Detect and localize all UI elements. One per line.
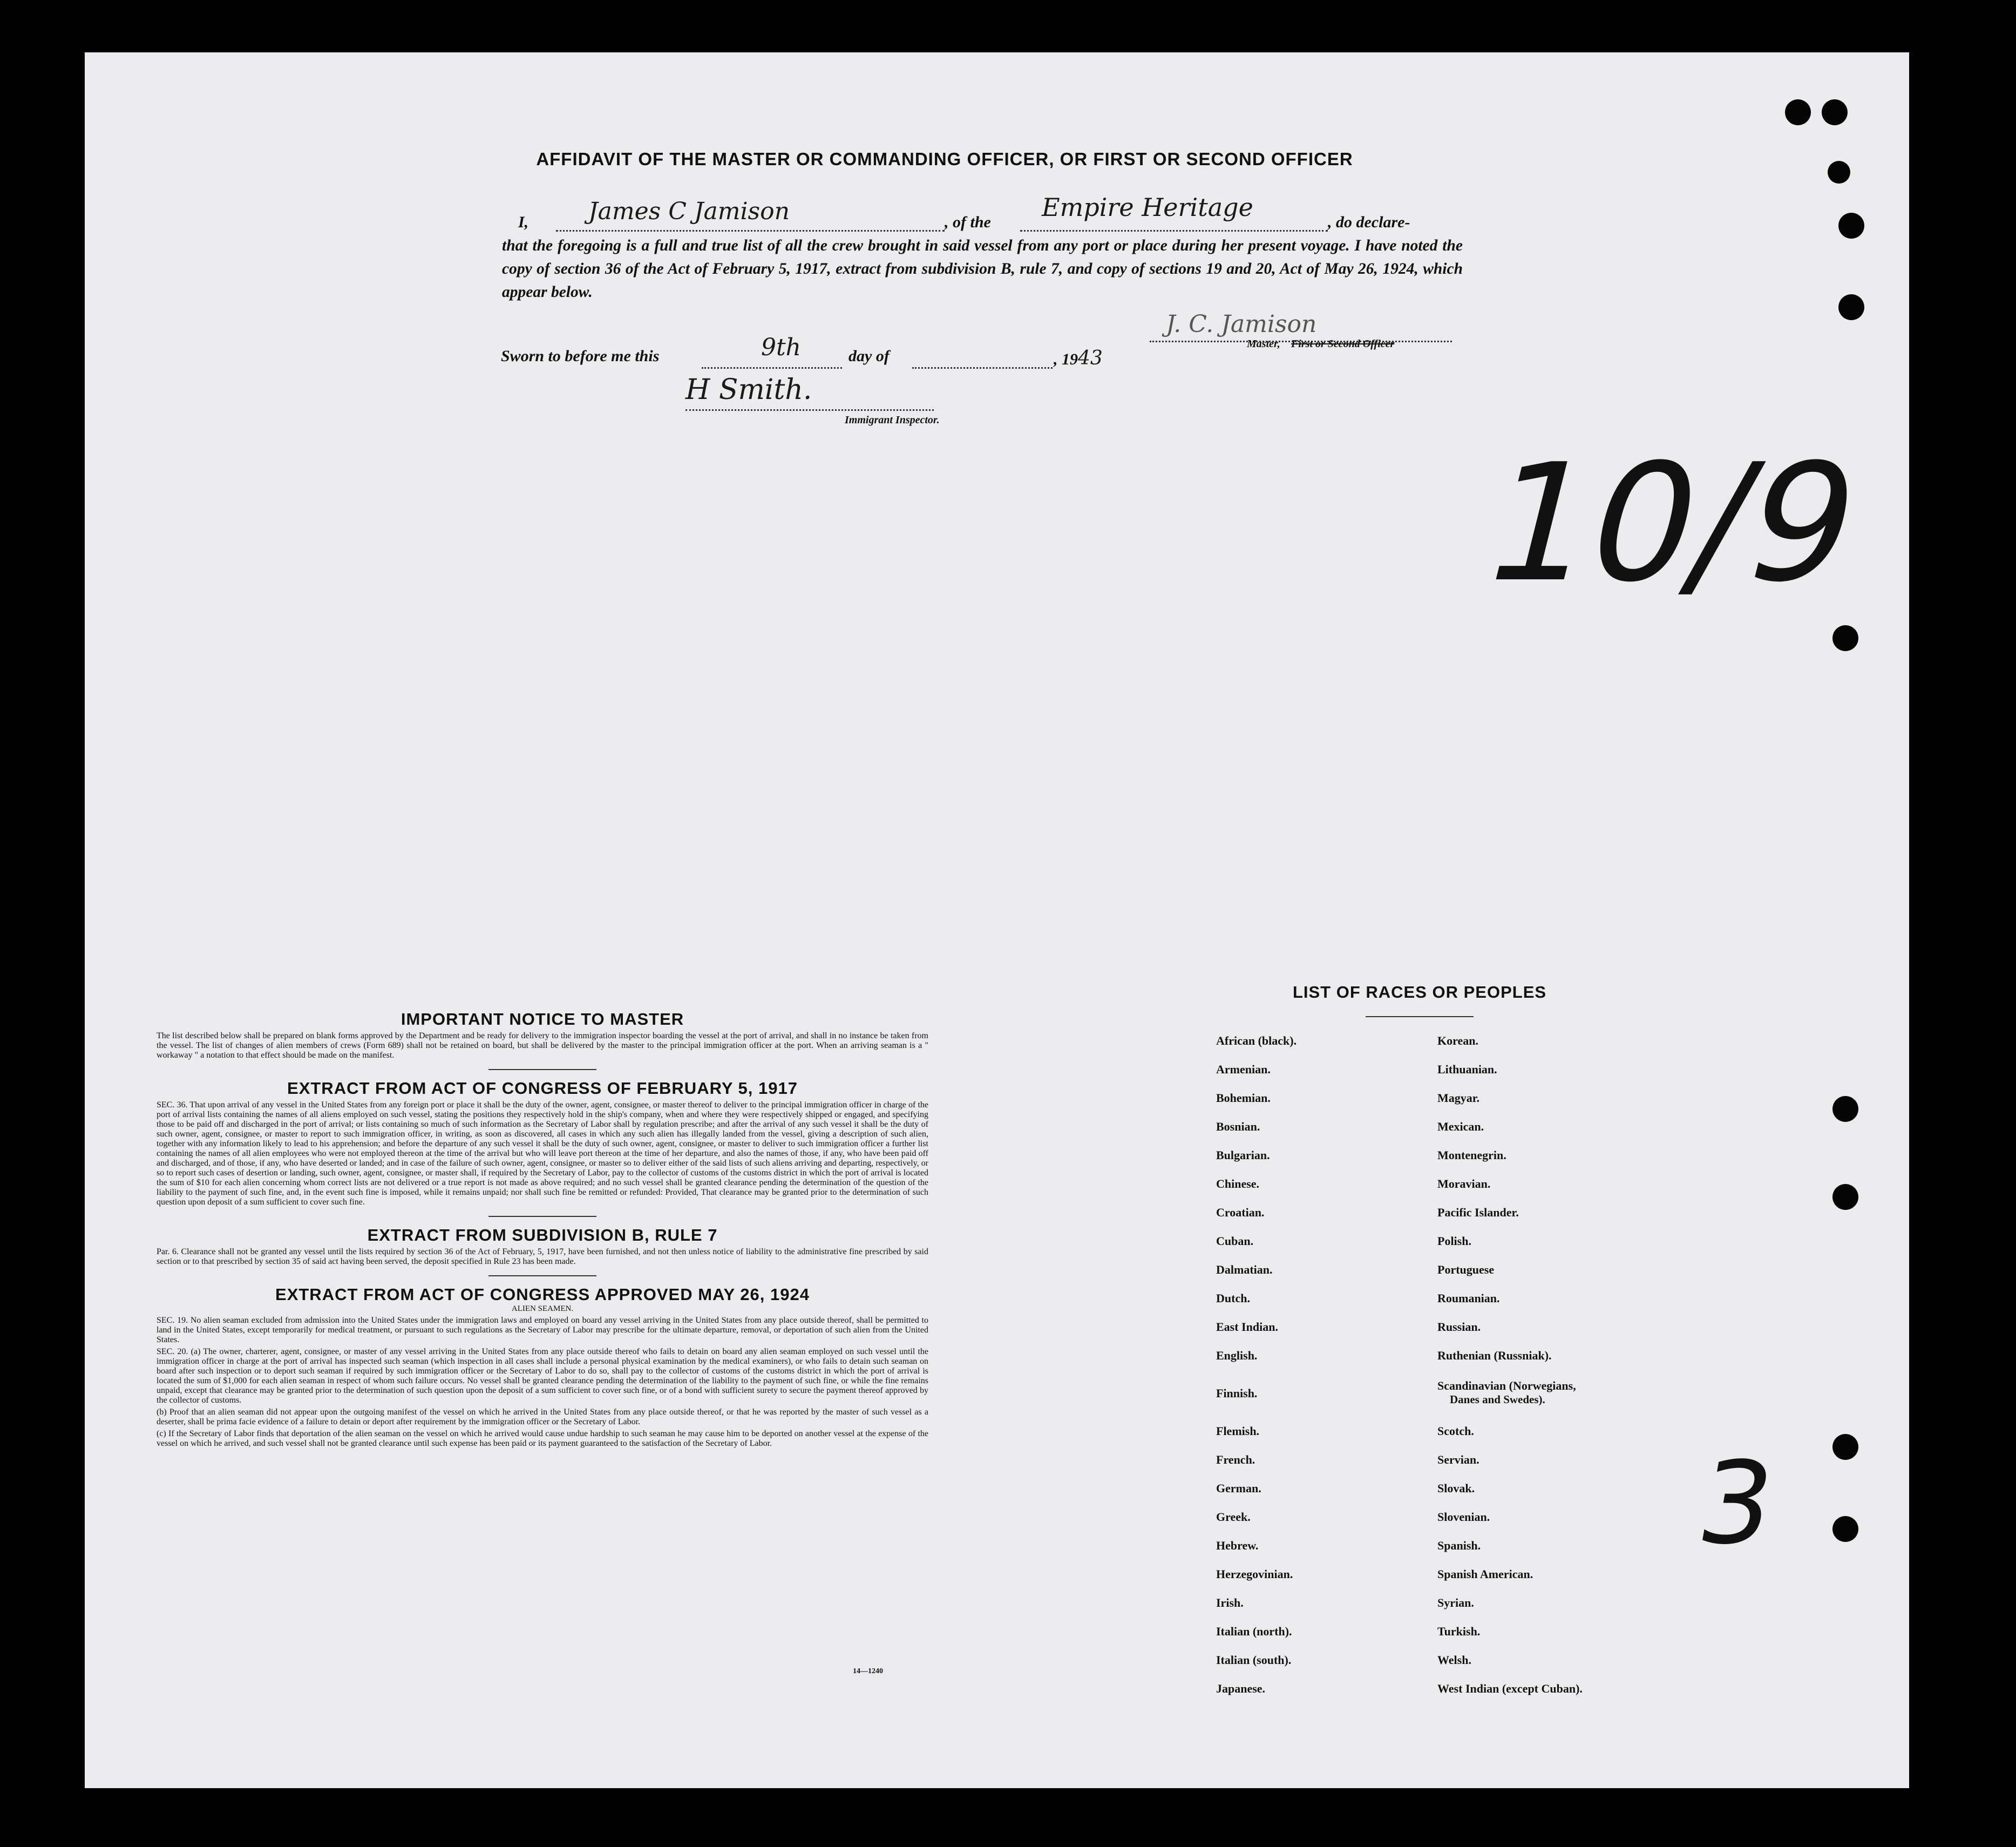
year-label — [1054, 347, 1103, 369]
race-item: West Indian (except Cuban). — [1437, 1682, 1583, 1695]
extract-1917-title: EXTRACT FROM ACT OF CONGRESS OF FEBRUARY 5, 1917 — [287, 1079, 798, 1098]
race-item: English. — [1216, 1349, 1258, 1362]
affidavit-first-line — [502, 193, 1463, 234]
race-item: Italian (north). — [1216, 1625, 1292, 1638]
divider — [488, 1069, 596, 1070]
race-item: East Indian. — [1216, 1320, 1278, 1334]
do-declare-label: , do declare- — [1328, 213, 1410, 231]
extract-1917-text: SEC. 36. That upon arrival of any vessel in the United States from any foreign port or place it shall be the duty of the owner, agent, consignee, or master thereof to deliver to the principal immigration officer in charge of the port of arrival lists containing the names of all aliens employed on such vessel, stating the positions they respectively hold in the ship's company, when and where they were respectively shipped or engaged, and specifying those to be paid off and discharged in the port of arrival; or lists containing so much of such information as the Secretary of Labor shall by regulation prescribe; and after the arrival of any such vessel it shall be the duty of such owner, agent, consignee, or master to report to such immigration officer, in writing, as soon as discovered, all cases in which any such alien has illegally landed from the vessel, giving a description of such alien, together with any information likely to lead to his apprehension; and before the departure of any such vessel it shall be the duty of such owner, agent, consignee, or master to deliver to such immigration officer a further list containing the names of all alien employees who were not employed thereon at the time of the arrival but who will leave port thereon at the time of her departure, and also the names of those, if any, who have been paid off and discharged, and of those, if any, who have deserted or landed; and in case of the failure of such owner, agent, consignee, or master so to deliver either of the said lists of such aliens arriving and departing, respectively, or so to report such cases of desertion or landing, such owner, agent, consignee, or master shall, if required by the Secretary of Labor, pay to the collector of customs of the customs district in which the port of arrival is located the sum of $10 for each alien concerning whom correct lists are not delivered or a true report is not made as above required; and no such vessel shall be granted clearance pending the determination of the question of the liability to the payment of such fine, and, in the event such fine is imposed, while it remains unpaid; nor shall such fine be remitted or refunded: Provided, That clearance may be granted prior to the determination of such question upon deposit of a sum sufficient to cover such fine. — [157, 1100, 928, 1207]
race-item: Hebrew. — [1216, 1539, 1259, 1552]
divider — [488, 1216, 596, 1217]
master-name-line — [556, 198, 945, 232]
sworn-label: Sworn to before me this — [501, 347, 660, 365]
race-item: Magyar. — [1437, 1091, 1480, 1105]
extract-rule7-title: EXTRACT FROM SUBDIVISION B, RULE 7 — [367, 1226, 718, 1244]
race-item: Lithuanian. — [1437, 1063, 1497, 1076]
extract-1924-sec20c: (c) If the Secretary of Labor finds that deportation of the alien seaman on the vessel on which he arrived would cause undue hardship to such seaman he may cause him to be deported on another vessel at the expense of the vessel on which he arrived, and such vessel shall not be granted clearance until such expense has been paid or its payment guaranteed to the satisfaction of the Secretary of Labor. — [157, 1429, 928, 1448]
race-item: Chinese. — [1216, 1177, 1260, 1190]
race-item: Spanish American. — [1437, 1567, 1533, 1581]
master-signature: J. C. Jamison — [1166, 310, 1317, 338]
punch-hole — [1832, 1516, 1858, 1542]
race-item: Welsh. — [1437, 1653, 1471, 1667]
race-item: African (black). — [1216, 1034, 1297, 1047]
sworn-day: 9th — [761, 334, 802, 361]
race-item: Portuguese — [1437, 1263, 1495, 1276]
year-handwritten: 43 — [1078, 347, 1103, 369]
punch-hole — [1832, 1096, 1858, 1122]
race-item: German. — [1216, 1481, 1261, 1495]
race-item: Spanish. — [1437, 1539, 1481, 1552]
vessel-name-line — [1020, 193, 1328, 232]
races-title: LIST OF RACES OR PEOPLES — [1292, 983, 1547, 1002]
handwritten-mark: 10/9 — [1466, 429, 1877, 618]
race-item: Scotch. — [1437, 1424, 1474, 1438]
race-item: Turkish. — [1437, 1625, 1481, 1638]
race-item: Croatian. — [1216, 1206, 1265, 1219]
race-item: Mexican. — [1437, 1120, 1484, 1133]
extract-rule7-text: Par. 6. Clearance shall not be granted any vessel until the lists required by section 36 of the Act of February, 5, 1917, have been furnished, and not then unless notice of liability to the administrative fine prescribed by said section or to that prescribed by section 35 of said act having been served, the deposit specified in Rule 23 has been made. — [157, 1247, 928, 1266]
race-item: Flemish. — [1216, 1424, 1260, 1438]
race-item-continuation: Danes and Swedes). — [1450, 1393, 1545, 1406]
notice-text: The list described below shall be prepared on blank forms approved by the Department and be ready for delivery to the immigration inspector boarding the vessel at the port of arrival, and shall in no instance be taken from the vessel. The list of changes of alien members of crews (Form 689) shall not be retained on board, but shall be delivered by the master to the principal immigration officer at the port. When an arriving seaman is a " workaway " a notation to that effect should be made on the manifest. — [157, 1031, 928, 1060]
punch-hole — [1838, 294, 1864, 320]
form-number: 14—1240 — [853, 1667, 883, 1675]
race-item: Scandinavian (Norwegians, — [1437, 1379, 1576, 1392]
race-item: Bohemian. — [1216, 1091, 1271, 1105]
race-item: Slovak. — [1437, 1481, 1475, 1495]
month-line — [912, 348, 1053, 369]
race-item: Korean. — [1437, 1034, 1478, 1047]
race-item: Dalmatian. — [1216, 1263, 1273, 1276]
race-item: Montenegrin. — [1437, 1148, 1506, 1162]
handwritten-page-number: 3 — [1688, 1437, 1784, 1569]
race-item: Italian (south). — [1216, 1653, 1292, 1667]
race-item: Russian. — [1437, 1320, 1481, 1334]
race-item: Bosnian. — [1216, 1120, 1260, 1133]
race-item: Armenian. — [1216, 1063, 1271, 1076]
race-item: Pacific Islander. — [1437, 1206, 1519, 1219]
race-item: Slovenian. — [1437, 1510, 1490, 1524]
punch-hole — [1832, 1434, 1858, 1460]
master-label: Master, — [1247, 338, 1280, 350]
punch-hole — [1832, 1184, 1858, 1210]
race-item: French. — [1216, 1453, 1255, 1466]
race-item: Greek. — [1216, 1510, 1251, 1524]
extract-1924-subtitle: ALIEN SEAMEN. — [511, 1304, 574, 1313]
race-item: Ruthenian (Russniak). — [1437, 1349, 1552, 1362]
race-item: Finnish. — [1216, 1386, 1258, 1400]
affidavit-body: that the foregoing is a full and true list of all the crew brought in said vessel from any port or place during her present voyage. I have noted the copy of section 36 of the Act of February 5, 1917, extract from subdivision B, rule 7, and copy of sections 19 and 20, Act of May 26, 1924, which appear below. — [502, 237, 1463, 301]
affidavit-section — [502, 193, 1463, 304]
races-divider — [1366, 1016, 1474, 1017]
race-item: Herzegovinian. — [1216, 1567, 1293, 1581]
first-second-officer-struck: First or Second Officer — [1291, 338, 1395, 350]
punch-hole — [1785, 99, 1811, 125]
race-item: Irish. — [1216, 1596, 1244, 1609]
day-of-label: day of — [849, 347, 890, 365]
race-item: Bulgarian. — [1216, 1148, 1270, 1162]
notice-title: IMPORTANT NOTICE TO MASTER — [401, 1010, 684, 1029]
extract-1924-title: EXTRACT FROM ACT OF CONGRESS APPROVED MAY 26, 1924 — [275, 1285, 810, 1304]
race-item: Dutch. — [1216, 1291, 1250, 1305]
document-page — [85, 52, 1909, 1788]
punch-hole — [1822, 99, 1848, 125]
notice-section — [157, 1010, 928, 1451]
inspector-signature-line — [685, 374, 934, 411]
race-item: Servian. — [1437, 1453, 1479, 1466]
i-label: I, — [518, 213, 529, 231]
extract-1924-sec19: SEC. 19. No alien seaman excluded from admission into the United States under the immigration laws and employed on board any vessel arriving in the United States from any place outside thereof, shall be permitted to land in the United States, except temporarily for medical treatment, or pursuant to such regulations as the Secretary of Labor may prescribe for the ultimate departure, removal, or deportation of such alien from the United States. — [157, 1316, 928, 1344]
year-prefix: , 19 — [1054, 350, 1078, 368]
punch-hole — [1832, 625, 1858, 651]
affidavit-title: AFFIDAVIT OF THE MASTER OR COMMANDING OFFICER, OR FIRST OR SECOND OFFICER — [536, 149, 1353, 169]
vessel-name: Empire Heritage — [1042, 193, 1253, 222]
race-item: Roumanian. — [1437, 1291, 1500, 1305]
sworn-day-line — [702, 334, 842, 369]
extract-1924-sec20a: SEC. 20. (a) The owner, charterer, agent, consignee, or master of any vessel arriving in the United States from any place outside thereof who fails to detain on board any alien seaman employed on such vessel until the immigration officer in charge at the port of arrival has inspected such seaman (which inspection in all cases shall include a personal physical examination by the medical examiners), or who fails to detain such seaman on board after such inspection or to deport such seaman if required by such immigration officer or the Secretary of Labor to do so, shall pay to the collector of customs of the customs district in which the port of arrival is located the sum of $1,000 for each alien seaman in respect of whom such failure occurs. No vessel shall be granted clearance pending the determination of the liability to the payment of such fine, or while the fine remains unpaid, except that clearance may be granted prior to the determination of such question upon the deposit of a sum sufficient to cover such fine, or of a bond with sufficient surety to secure the payment thereof approved by the collector of customs. — [157, 1347, 928, 1405]
race-item: Japanese. — [1216, 1682, 1266, 1695]
race-item: Cuban. — [1216, 1234, 1254, 1248]
inspector-signature: H Smith. — [685, 374, 812, 406]
race-item: Syrian. — [1437, 1596, 1474, 1609]
race-item: Polish. — [1437, 1234, 1471, 1248]
of-the-label: , of the — [945, 213, 991, 231]
divider — [488, 1275, 596, 1276]
punch-hole — [1838, 213, 1864, 239]
race-item: Moravian. — [1437, 1177, 1491, 1190]
master-name: James C Jamison — [588, 198, 790, 225]
extract-1924-sec20b: (b) Proof that an alien seaman did not appear upon the outgoing manifest of the vessel on which he arrived in the United States from any place outside thereof, or that he was reported by the master of such vessel as a deserter, shall be prima facie evidence of a failure to detain or deport after requirement by the immigration officer or the Secretary of Labor. — [157, 1408, 928, 1426]
punch-hole — [1828, 161, 1850, 184]
inspector-label: Immigrant Inspector. — [845, 414, 940, 426]
